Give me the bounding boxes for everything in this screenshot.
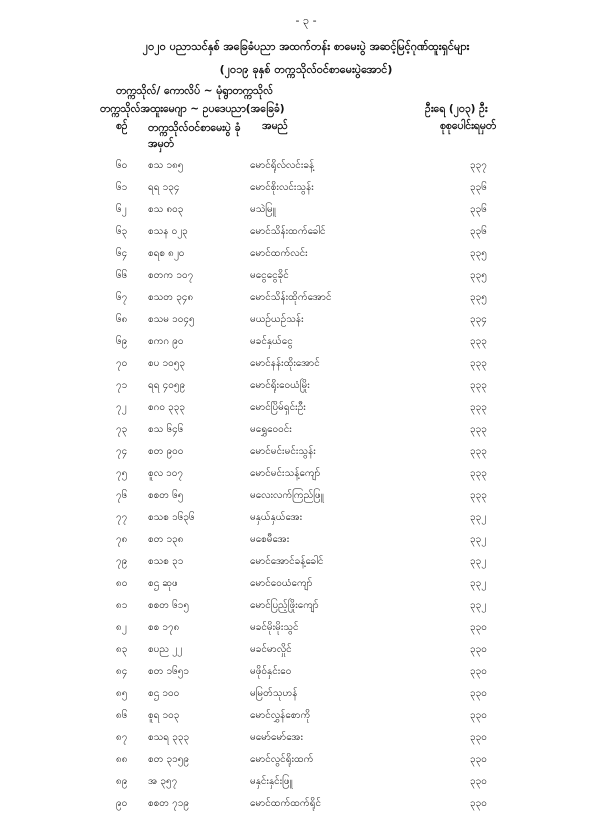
row-number: ၇၂ (116, 402, 127, 413)
total-score: ၃၃၅ (470, 248, 487, 259)
roll-number: စစတ ၇၁၉ (148, 798, 190, 809)
table-row (0, 774, 612, 796)
row-number: ၇၃ (116, 424, 128, 435)
roll-number: စသမ ၁၀၄၅ (148, 314, 195, 325)
total-score: ၃၃၃ (470, 468, 487, 479)
roll-number: စပည ၂၂ (148, 644, 182, 655)
student-name: မောင်ထက်ထက်ရိုင် (250, 798, 321, 809)
roll-number: စသရ ၃၃၃ (148, 732, 190, 743)
column-header-roll: တက္ကသိုလ်ဝင်စာမေးပွဲ ခုံအမှတ် (148, 122, 241, 150)
student-name: မောင်ရိုးဝေယံမြိုး (250, 380, 310, 391)
roll-number: စကဂ ၉၀ (148, 336, 184, 347)
student-name: မမြတ်သုဟန် (250, 688, 298, 699)
total-score: ၃၃၂ (470, 600, 487, 611)
roll-number: စသစ ၃၁ (148, 556, 184, 567)
roll-number: စဂ၀ ၃၃၃ (148, 402, 186, 413)
total-score: ၃၃၀ (470, 644, 487, 655)
table-row (0, 664, 612, 686)
table-row (0, 290, 612, 312)
table-row (0, 730, 612, 752)
university-label: တက္ကသိုလ်/ ကောလိပ် ~ မုံရွာတက္ကသိုလ် (116, 85, 274, 97)
table-row (0, 554, 612, 576)
roll-number: စသတ ၃၄၈ (148, 292, 194, 303)
roll-number: စတ ၃၁၅၉ (148, 754, 190, 765)
total-score: ၃၃၂ (470, 556, 487, 567)
roll-number: စသန ၀၂၃ (148, 226, 188, 237)
roll-number: စဌ ဆုဖ (148, 578, 178, 589)
table-row (0, 576, 612, 598)
roll-number: စဌ ၁၀၀ (148, 688, 180, 699)
student-name: မောင်မင်းသန့်ကျော် (250, 468, 321, 479)
total-score: ၃၃၃ (470, 358, 487, 369)
table-row (0, 532, 612, 554)
table-row (0, 224, 612, 246)
table-row (0, 422, 612, 444)
total-score: ၃၃၃ (470, 402, 487, 413)
row-number: ၆၃ (116, 226, 128, 237)
roll-number: စပ ၁၀၅၃ (148, 358, 186, 369)
document-subtitle: (၂၀၁၉ ခုနှစ် တက္ကသိုလ်ဝင်စာမေးပွဲအောင်) (219, 63, 393, 76)
total-score: ၃၃၃ (470, 336, 487, 347)
table-row (0, 466, 612, 488)
student-name: မောင်မင်းမင်းသွန်း (250, 446, 316, 457)
student-name: မသဲမြူ (250, 204, 276, 215)
roll-number: စသ ၁၈၅ (148, 160, 184, 171)
table-row (0, 708, 612, 730)
total-score: ၃၃၀ (470, 666, 487, 677)
total-score: ၃၃၇ (470, 160, 487, 171)
column-header-score: စုစုပေါင်းရမှတ် (440, 120, 497, 132)
row-number: ၈၆ (116, 710, 128, 721)
table-row (0, 752, 612, 774)
row-number: ၈၄ (116, 666, 128, 677)
student-name: မောင်အောင်ခန့်ခေါင် (250, 556, 324, 567)
student-name: မောင်စိုးလင်းသွန်း (250, 182, 314, 193)
table-row (0, 202, 612, 224)
student-name: မခင်မာလှိုင် (250, 644, 292, 655)
student-name: မောင်ရိုလ်လင်းခန့် (250, 160, 315, 171)
row-number: ၈၁ (116, 600, 128, 611)
roll-number: စသ ၆၄၆ (148, 424, 184, 435)
table-row (0, 356, 612, 378)
student-name: မခင်နှယ်ငွေ (250, 336, 293, 347)
roll-number: စစ ၁၇၈ (148, 622, 180, 633)
row-number: ၆၁ (116, 182, 128, 193)
row-number: ၇၅ (116, 468, 128, 479)
student-name: မငွေငွေခိုင် (250, 270, 289, 281)
student-name: မနှယ်နှယ်အေး (250, 512, 303, 523)
table-row (0, 642, 612, 664)
row-number: ၆၂ (116, 204, 127, 215)
row-number: ၆၆ (116, 270, 128, 281)
roll-number: စတ ၁၃၈ (148, 534, 184, 545)
student-name: မရွှေဝေဝင်း (250, 424, 292, 435)
table-row (0, 180, 612, 202)
total-score: ၃၃၂ (470, 534, 487, 545)
row-number: ၆၇ (116, 292, 128, 303)
table-row (0, 312, 612, 334)
student-name: မောင်သိန်းထိုက်အောင် (250, 292, 332, 303)
student-name: မဖိုဝ်နှင်းဝေ (250, 666, 292, 677)
roll-number: စတ ၁၆၅၁ (148, 666, 190, 677)
roll-number: စသစ ၁၆၃၆ (148, 512, 195, 523)
total-score: ၃၃၃ (470, 446, 487, 457)
total-score: ၃၃၀ (470, 688, 487, 699)
roll-number: စတ ၉၀၀ (148, 446, 184, 457)
student-name: မောင်ထက်လင်း (250, 248, 308, 259)
total-score: ၃၃၆ (470, 182, 487, 193)
table-row (0, 488, 612, 510)
document-title: ၂၀၂၀ ပညာသင်နှစ် အခြေခံပညာ အထက်တန်း စာမေးပွဲ အဆင့်မြင့်ဂုဏ်ထူးရှင်များ (142, 40, 470, 53)
total-score: ၃၃၅ (470, 292, 487, 303)
student-name: မခင်မိုးမိုးသွင် (250, 622, 299, 633)
table-row (0, 510, 612, 532)
student-name: မောင်လွှန်စောကို (250, 710, 311, 721)
column-header-no: စဉ် (116, 120, 128, 132)
total-score: ၃၃၃ (470, 424, 487, 435)
row-number: ၇၈ (116, 534, 128, 545)
student-name: မလေးလက်ကြည်ဖြူ (250, 490, 324, 501)
table-row (0, 378, 612, 400)
student-name: မောင်နန်းထိုးအောင် (250, 358, 320, 369)
row-number: ၈၀ (116, 578, 128, 589)
table-row (0, 620, 612, 642)
table-row (0, 444, 612, 466)
total-score: ၃၃၆ (470, 226, 487, 237)
total-score: ၃၃၆ (470, 204, 487, 215)
row-number: ၇၁ (116, 380, 128, 391)
student-name: မနှင်းနှင်းဖြူ (250, 776, 293, 787)
column-header-name: အမည် (262, 120, 288, 132)
table-row (0, 598, 612, 620)
student-name: မောင်သိန်းထက်ခေါင် (250, 226, 326, 237)
table-row (0, 400, 612, 422)
roll-number: စစတ ၆၁၅ (148, 600, 190, 611)
total-score: ၃၃၀ (470, 732, 487, 743)
table-row (0, 686, 612, 708)
total-score: ၃၃၀ (470, 798, 487, 809)
table-row (0, 796, 612, 818)
total-score: ၃၃၀ (470, 754, 487, 765)
row-number: ၈၉ (116, 776, 128, 787)
total-score: ၃၃၂ (470, 578, 487, 589)
roll-number: စရစ ၈၂၀ (148, 248, 185, 259)
row-number: ၈၂ (116, 622, 127, 633)
total-score: ၃၃၃ (470, 380, 487, 391)
roll-number: စူရ ၁၀၃ (148, 710, 180, 721)
row-number: ၈၇ (116, 732, 128, 743)
page-number: - ၃ - (295, 14, 317, 27)
student-name: မယဉ်ယဉ်သန်း (250, 314, 304, 325)
row-number: ၇၄ (116, 446, 128, 457)
total-count-label: ဦးရေ (၂၀၃) ဦး (425, 103, 488, 115)
roll-number: အ ၃၅၇ (148, 776, 178, 787)
total-score: ၃၃၃ (470, 490, 487, 501)
table-row (0, 268, 612, 290)
total-score: ၃၃၄ (470, 314, 487, 325)
table-row (0, 246, 612, 268)
row-number: ၈၃ (116, 644, 128, 655)
total-score: ၃၃၀ (470, 622, 487, 633)
student-name: မမော်မော်အေး (250, 732, 303, 743)
row-number: ၆၄ (116, 248, 128, 259)
student-name: မောင်ပြိမ်ရှင်းဦး (250, 402, 306, 413)
row-number: ၆၉ (116, 336, 128, 347)
roll-number: စတက ၁၀၇ (148, 270, 194, 281)
total-score: ၃၃၅ (470, 270, 487, 281)
student-name: မောင်လွင်ရိုးထက် (250, 754, 314, 765)
table-row (0, 158, 612, 180)
row-number: ၉၀ (116, 798, 128, 809)
total-score: ၃၃၀ (470, 776, 487, 787)
row-number: ၆၀ (116, 160, 128, 171)
roll-number: ရရ ၁၃၄ (148, 182, 180, 193)
row-number: ၇၉ (116, 556, 128, 567)
roll-number: စသ ၈၀၃ (148, 204, 184, 215)
row-number: ၈၅ (116, 688, 128, 699)
table-row (0, 334, 612, 356)
total-score: ၃၃၀ (470, 710, 487, 721)
row-number: ၇၆ (116, 490, 128, 501)
roll-number: ရရ ၄၀၅၉ (148, 380, 186, 391)
total-score: ၃၃၂ (470, 512, 487, 523)
row-number: ၆၈ (116, 314, 128, 325)
roll-number: စူလ ၁၀၇ (148, 468, 184, 479)
row-number: ၇၀ (116, 358, 128, 369)
student-name: မစေမီအေး (250, 534, 290, 545)
roll-number: စစတ ၆၅ (148, 490, 184, 501)
row-number: ၇၇ (116, 512, 128, 523)
subject-label: တက္ကသိုလ်အထူးမေဂျာ ~ ဥပဒေပညာ(အခြေခံ) (100, 103, 285, 115)
student-name: မောင်ဝေယံကျော် (250, 578, 313, 589)
student-name: မောင်ပြည့်ဖြိုးကျော် (250, 600, 319, 611)
row-number: ၈၈ (116, 754, 128, 765)
